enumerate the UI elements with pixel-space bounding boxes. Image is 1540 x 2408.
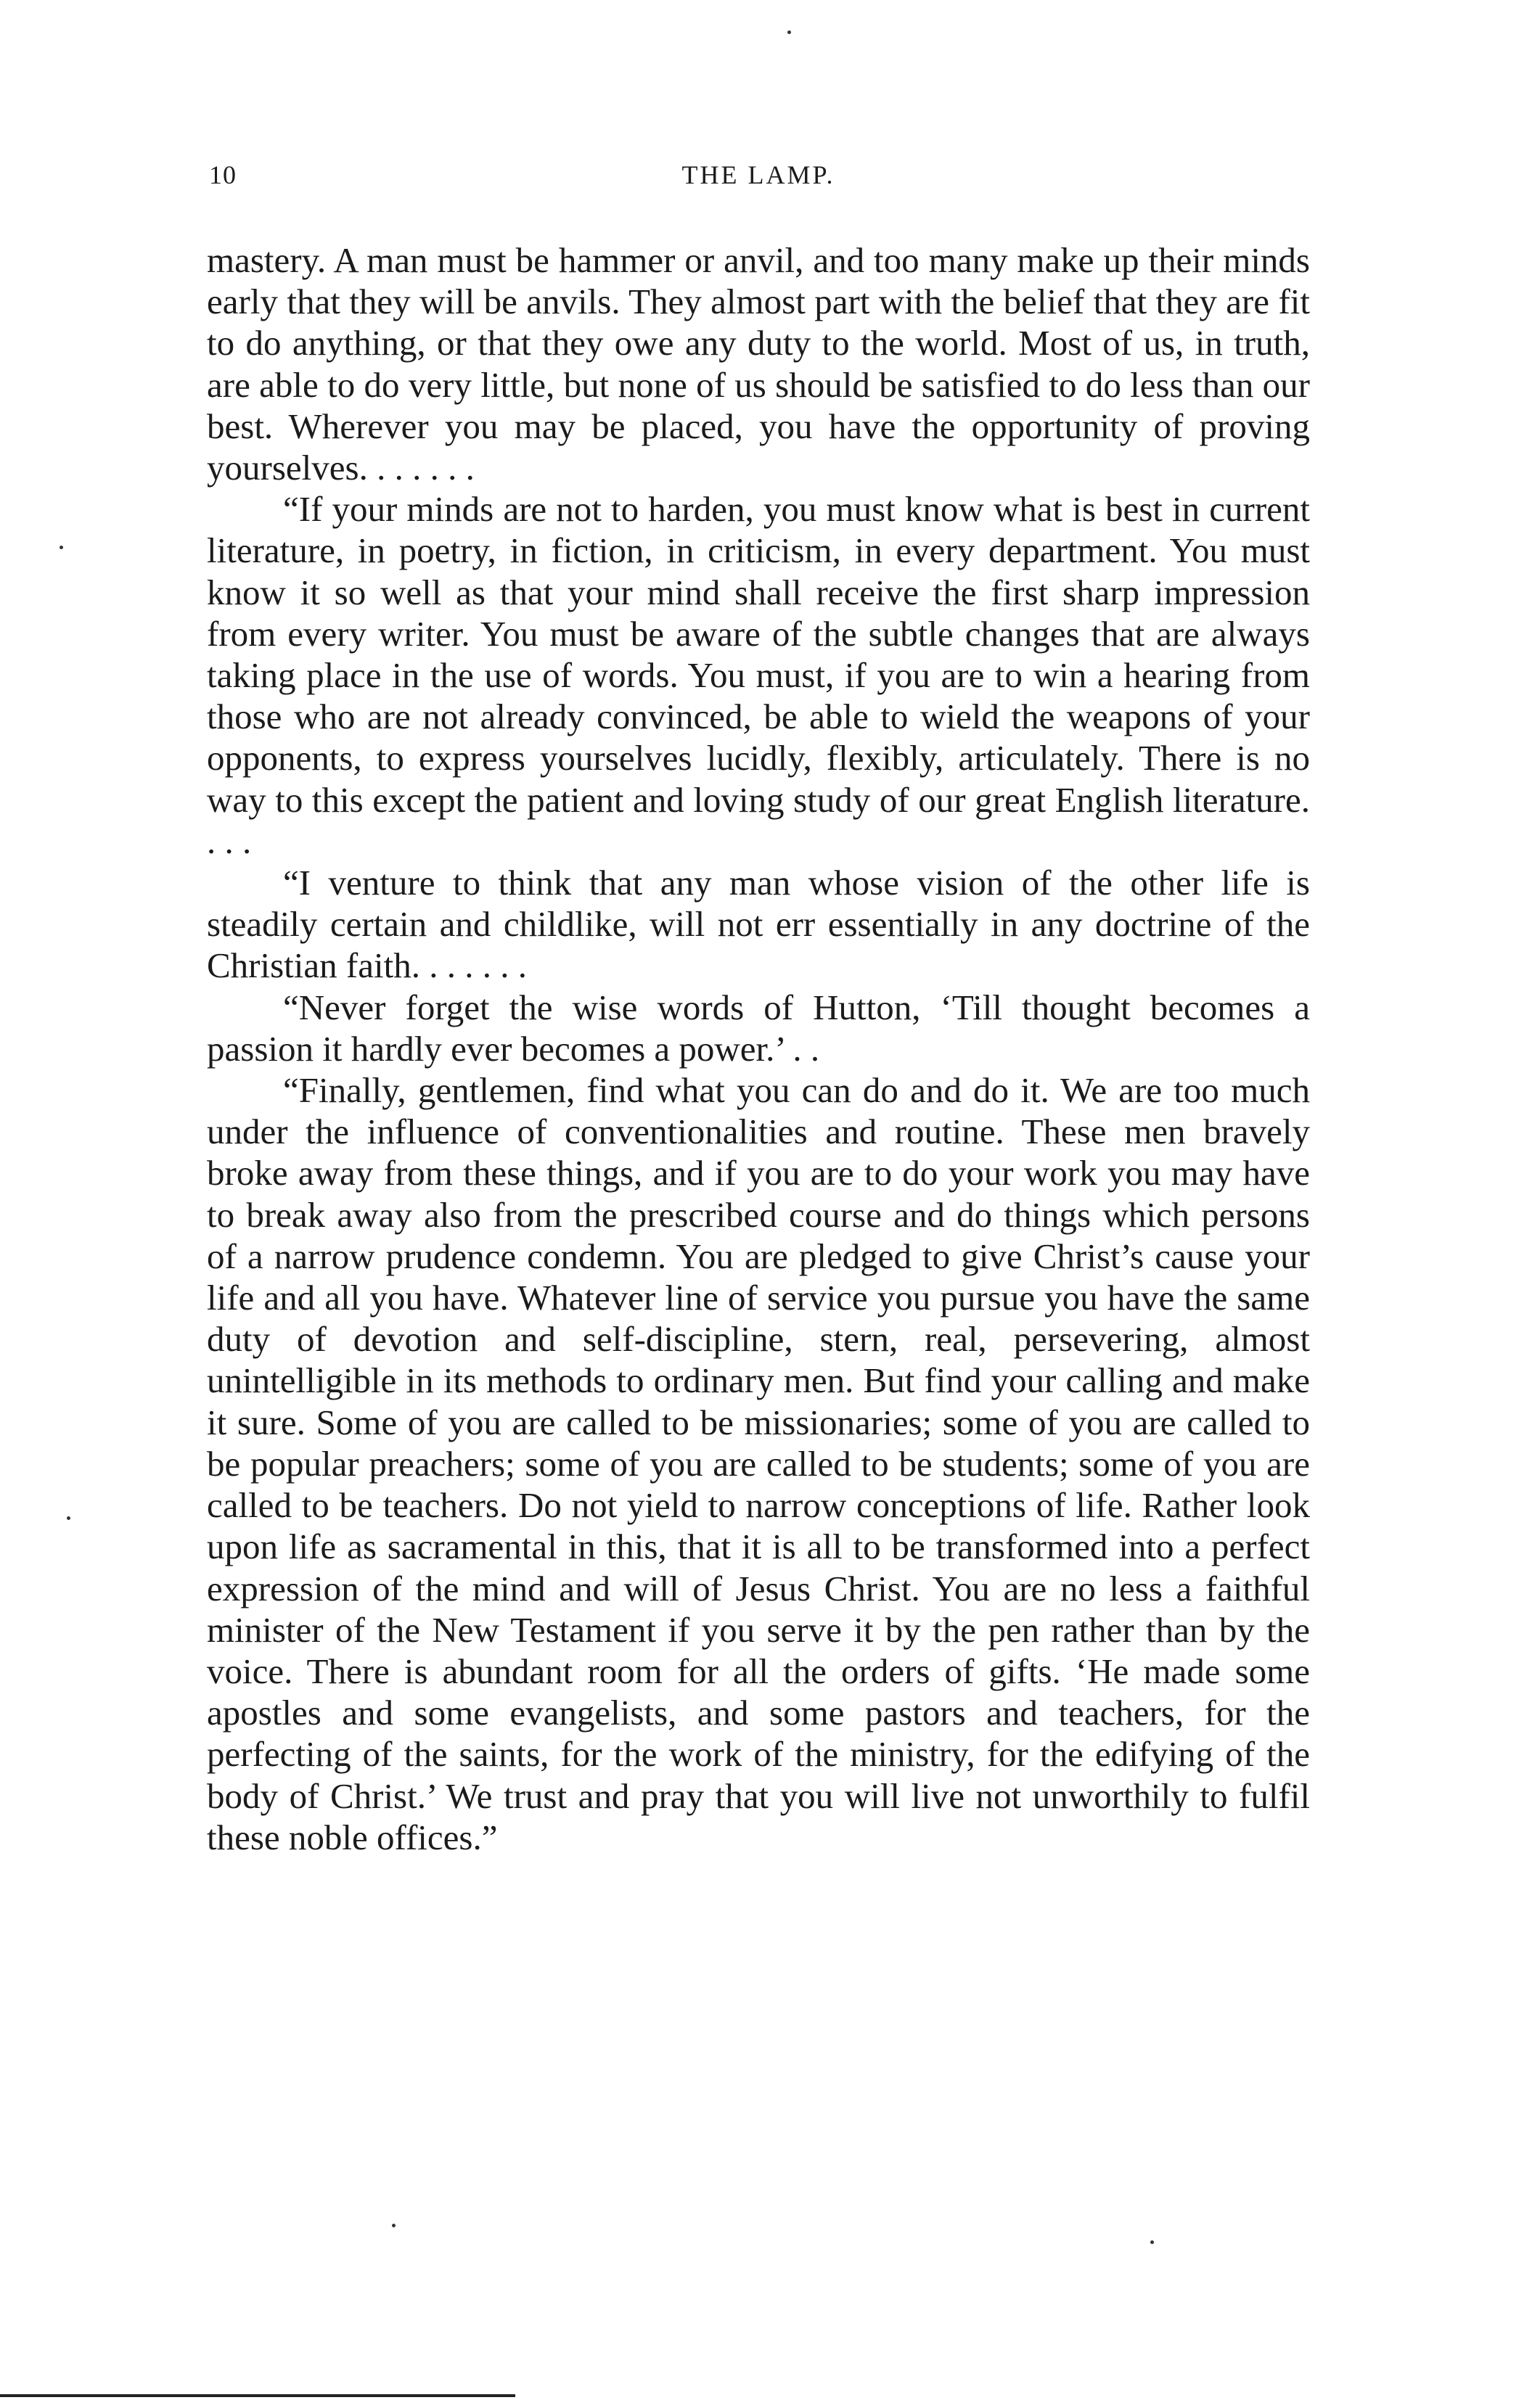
body-text [207, 239, 1310, 1858]
scan-speck [392, 2224, 396, 2227]
scan-speck [1150, 2240, 1154, 2244]
paragraph: “I venture to think that any man whose vision of the other life is steadily certain and childlike, will not err essentially in any doctrine of the Christian faith. . . . . . . [207, 863, 1310, 986]
paragraph: “Finally, gentlemen, find what you can do and do it. We are too much under the influence of conventionalities and routine. These men bravely broke away from these things, and if you are to do your work you may have to break away also from the prescribed course and do things which persons of a narrow prudence condemn. You are pledged to give Christ’s cause your life and all you have. Whatever line of service you pursue you have the same duty of devotion and self-discipline, stern, real, persevering, almost unintelligible in its methods to ordinary men. But find your calling and make it sure. Some of you are called to be missionaries; some of you are called to be popular preachers; some of you are called to be students; some of you are called to be teachers. Do not yield to narrow conceptions of life. Rather look upon life as sacramental in this, that it is all to be transformed into a perfect expression of the mind and will of Jesus Christ. You are no less a faithful minister of the New Testament if you serve it by the pen rather than by the voice. There is abundant room for all the orders of gifts. ‘He made some apostles and some evangelists, and some pastors and teachers, for the perfecting of the saints, for the work of the ministry, for the edifying of the body of Christ.’ We trust and pray that you will live not unworthily to fulfil these noble offices.” [207, 1070, 1310, 1857]
paragraph-continued: mastery. A man must be hammer or anvil, and too many make up their minds early that they will be anvils. They almost part with the belief that they are fit to do anything, or that they owe any duty to the world. Most of us, in truth, are able to do very little, but none of us should be satisfied to do less than our best. Wherever you may be placed, you have the opportunity of proving yourselves. . . . . . . [207, 240, 1310, 488]
running-head [203, 154, 1314, 197]
scan-speck [60, 546, 63, 549]
paragraph: “If your minds are not to harden, you must know what is best in current literature, in poetry, in fiction, in criticism, in every department. You must know it so well as that your mind shall receive the first sharp impression from every writer. You must be aware of the subtle changes that are always taking place in the use of words. You must, if you are to win a hearing from those who are not already convinced, be able to wield the weapons of your opponents, to express yourselves lucidly, flexibly, articulately. There is no way to this except the patient and loving study of our great English literature. . . . [207, 489, 1310, 861]
running-title: THE LAMP. [681, 160, 835, 189]
bottom-rule [0, 2394, 515, 2397]
paragraph: “Never forget the wise words of Hutton, ‘Till thought becomes a passion it hardly ever becomes a power.’ . . [207, 987, 1310, 1069]
scan-speck [787, 30, 791, 34]
page-number: 10 [209, 160, 237, 189]
scan-speck [67, 1516, 70, 1520]
